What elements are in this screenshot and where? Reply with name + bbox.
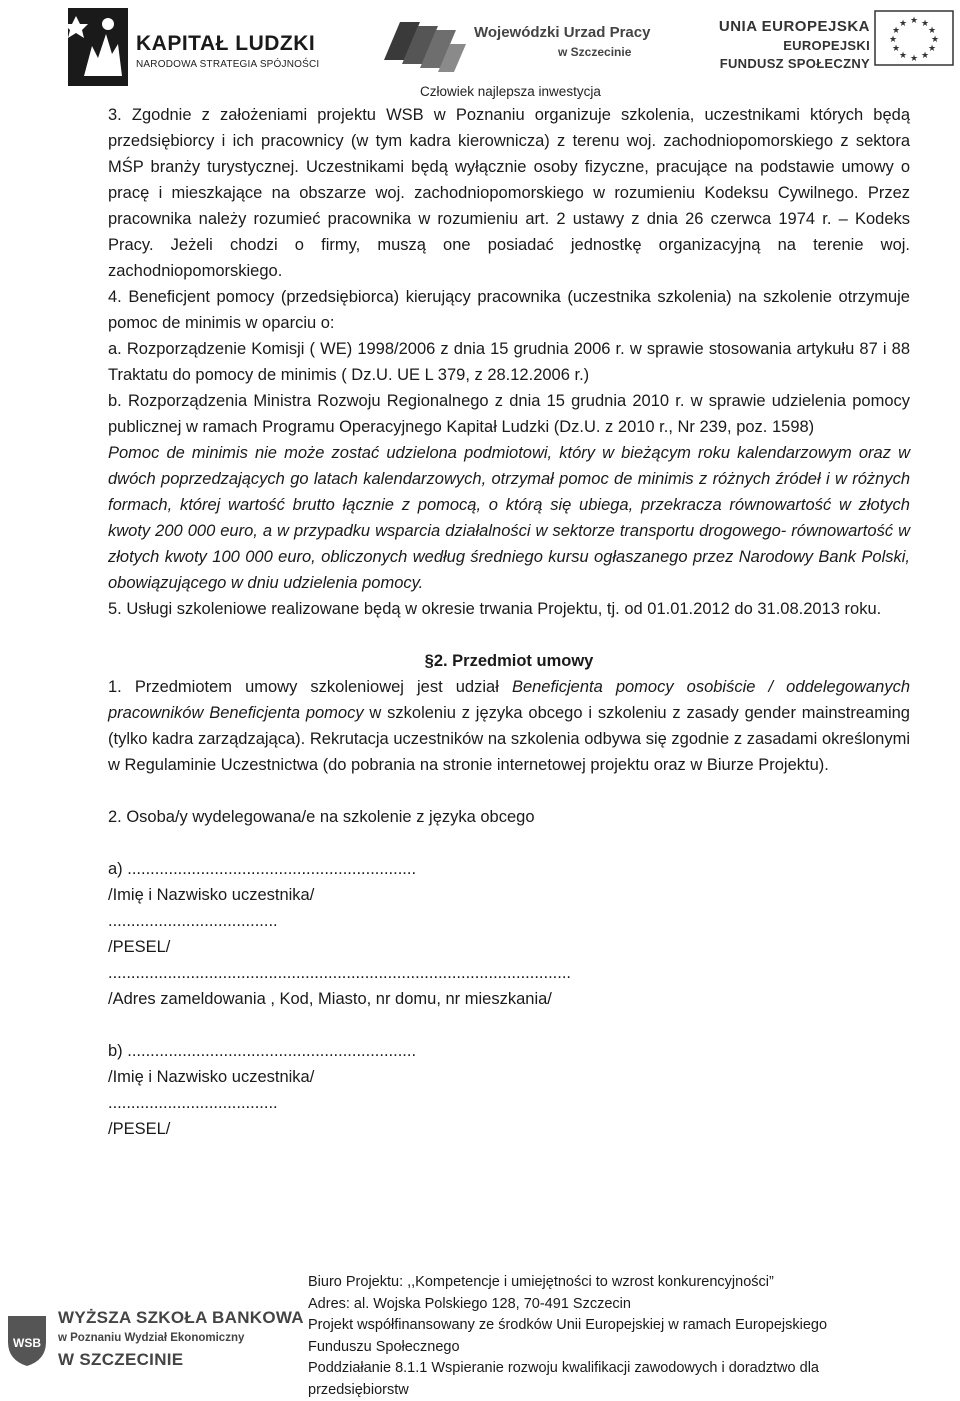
paragraph-de-minimis-note: Pomoc de minimis nie może zostać udzielona podmiotowi, który w bieżącym roku kalendarzowym oraz w dwóch poprzedzających go latach kalendarzowych, otrzymał pomoc de minimis z różnych źródeł i w różnych formach, której wartość brutto łącznie z pomocą, o którą się ubiega, przekracza równowartość w złotych kwoty 200 000 euro, a w przypadku wsparcia działalności w sektorze transportu drogowego- równowartość w złotych kwoty 100 000 euro, obliczonych według średniego kursu ogłaszanego przez Narodowy Bank Polski, obowiązującego w dniu udzielenia pomocy. <box>108 444 910 592</box>
page-header <box>0 0 960 104</box>
footer-line-5: Poddziałanie 8.1.1 Wspieranie rozwoju kwalifikacji zawodowych i doradztwo dla <box>308 1360 819 1376</box>
section-2-title: §2. Przedmiot umowy <box>424 652 594 670</box>
header-slogan: Człowiek najlepsza inwestycja <box>420 84 601 99</box>
svg-text:★: ★ <box>927 26 937 36</box>
svg-text:★: ★ <box>920 19 930 29</box>
paragraph-5: 5. Usługi szkoleniowe realizowane będą w okresie trwania Projektu, tj. od 01.01.2012 do 31.08.2013 roku. <box>108 600 882 618</box>
eu-line2: EUROPEJSKI <box>783 38 870 53</box>
wsb-faculty: w Poznaniu Wydział Ekonomiczny <box>58 1332 245 1344</box>
document-body <box>108 102 910 1142</box>
participant-a-pesel-label: /PESEL/ <box>108 938 171 956</box>
eu-line3: FUNDUSZ SPOŁECZNY <box>719 56 870 71</box>
wsb-name: WYŻSZA SZKOŁA BANKOWA <box>58 1308 304 1327</box>
eu-line1: UNIA EUROPEJSKA <box>718 18 870 35</box>
paragraph-4b: b. Rozporządzenia Ministra Rozwoju Regionalnego z dnia 15 grudnia 2010 r. w sprawie udzielenia pomocy publicznej w ramach Programu Operacyjnego Kapitał Ludzki (Dz.U. z 2010 r., Nr 239, poz. 1598) <box>108 392 910 436</box>
svg-text:WSB: WSB <box>13 1336 41 1350</box>
s2p1-part-b: Beneficjenta pomocy osobiście / oddelegowanych pracowników Beneficjenta pomocy <box>108 678 910 722</box>
participant-a-name-label: /Imię i Nazwisko uczestnika/ <box>108 886 315 904</box>
spacer <box>108 778 910 804</box>
participant-b-name-label: /Imię i Nazwisko uczestnika/ <box>108 1068 315 1086</box>
wup-emblem-icon <box>380 14 470 72</box>
eu-logo-text <box>719 18 870 71</box>
svg-text:★: ★ <box>898 19 908 29</box>
wsb-emblem-icon <box>4 1312 50 1368</box>
footer-line-3: Projekt współfinansowany ze środków Unii Europejskiej w ramach Europejskiego <box>308 1317 828 1333</box>
svg-text:★: ★ <box>891 44 901 54</box>
svg-text:★: ★ <box>909 54 919 64</box>
participant-b-pesel-label: /PESEL/ <box>108 1120 171 1138</box>
spacer <box>108 1012 910 1038</box>
wsb-city: W SZCZECINIE <box>58 1350 184 1369</box>
svg-text:★: ★ <box>927 44 937 54</box>
s2p1-part-c: w szkoleniu z języka obcego i szkoleniu z zasady gender mainstreaming (tylko kadra zarządzająca). Rekrutacja uczestników na szkolenia odbywa się zgodnie z zasadami określonymi w Regulaminie Uczestnictwa (do pobrania na stronie internetowej projektu oraz w Biurze Projektu). <box>108 704 910 774</box>
wsb-logo <box>4 1306 304 1376</box>
paragraph-3: 3. Zgodnie z założeniami projektu WSB w Poznaniu organizuje szkolenia, uczestnikami których będą przedsiębiorcy i ich pracownicy (w tym kadra kierownicza) z terenu woj. zachodniopomorskiego z sektora MŚP branży turystycznej. Uczestnikami będą wyłącznie osoby fizyczne, pracujące na podstawie umowy o pracę i mieszkające na obszarze woj. zachodniopomorskiego w rozumieniu Kodeksu Cywilnego. Przez pracownika należy rozumieć pracownika w rozumieniu art. 2 ustawy z dnia 26 czerwca 1974 r. – Kodeks Pracy. Jeżeli chodzi o firmy, muszą one posiadać jednostkę organizacyjną na terenie woj. zachodniopomorskiego. <box>108 106 910 280</box>
svg-text:★: ★ <box>930 35 940 45</box>
kapital-ludzki-subtitle: NARODOWA STRATEGIA SPÓJNOŚCI <box>136 59 320 70</box>
paragraph-4a: a. Rozporządzenie Komisji ( WE) 1998/2006 z dnia 15 grudnia 2006 r. w sprawie stosowania artykułu 87 i 88 Traktatu do pomocy de minimis ( Dz.U. UE L 379, z 28.12.2006 r.) <box>108 340 910 384</box>
spacer <box>108 830 910 856</box>
wup-logo <box>380 14 651 74</box>
eu-flag-icon <box>874 10 954 66</box>
section-2-paragraph-2: 2. Osoba/y wydelegowana/e na szkolenie z języka obcego <box>108 808 535 826</box>
svg-text:★: ★ <box>909 16 919 26</box>
participant-a-address-field[interactable]: ..................................................................................................... <box>108 964 572 982</box>
kapital-ludzki-title: KAPITAŁ LUDZKI <box>136 32 316 55</box>
wup-name: Wojewódzki Urzad Pracy <box>474 24 651 41</box>
footer-line-4: Funduszu Społecznego <box>308 1338 460 1355</box>
eu-logo <box>704 10 954 90</box>
svg-text:★: ★ <box>891 26 901 36</box>
s2p1-part-a: 1. Przedmiotem umowy szkoleniowej jest udział <box>108 678 512 696</box>
svg-text:★: ★ <box>888 35 898 45</box>
participant-a-name-field[interactable]: a) ............................................................... <box>108 860 417 878</box>
svg-text:★: ★ <box>898 51 908 61</box>
participant-b-pesel-field[interactable]: ..................................... <box>108 1094 278 1112</box>
footer-info <box>308 1272 908 1401</box>
footer-line-6: przedsiębiorstw <box>308 1381 409 1398</box>
participant-a-address-label: /Adres zameldowania , Kod, Miasto, nr domu, nr mieszkania/ <box>108 990 552 1008</box>
footer-line-1: Biuro Projektu: ,,Kompetencje i umiejętności to wzrost konkurencyjności” <box>308 1274 774 1290</box>
svg-text:★: ★ <box>920 51 930 61</box>
footer-line-2: Adres: al. Wojska Polskiego 128, 70-491 Szczecin <box>308 1295 631 1312</box>
participant-b-name-field[interactable]: b) ............................................................... <box>108 1042 417 1060</box>
kapital-ludzki-emblem-icon <box>62 6 130 88</box>
participant-a-pesel-field[interactable]: ..................................... <box>108 912 278 930</box>
section-2-paragraph-1 <box>108 674 910 778</box>
paragraph-4: 4. Beneficjent pomocy (przedsiębiorca) kierujący pracownika (uczestnika szkolenia) na szkolenie otrzymuje pomoc de minimis w oparciu o: <box>108 288 910 332</box>
kapital-ludzki-logo <box>62 6 320 90</box>
page-footer <box>0 1268 960 1401</box>
wup-city: w Szczecinie <box>558 45 632 59</box>
